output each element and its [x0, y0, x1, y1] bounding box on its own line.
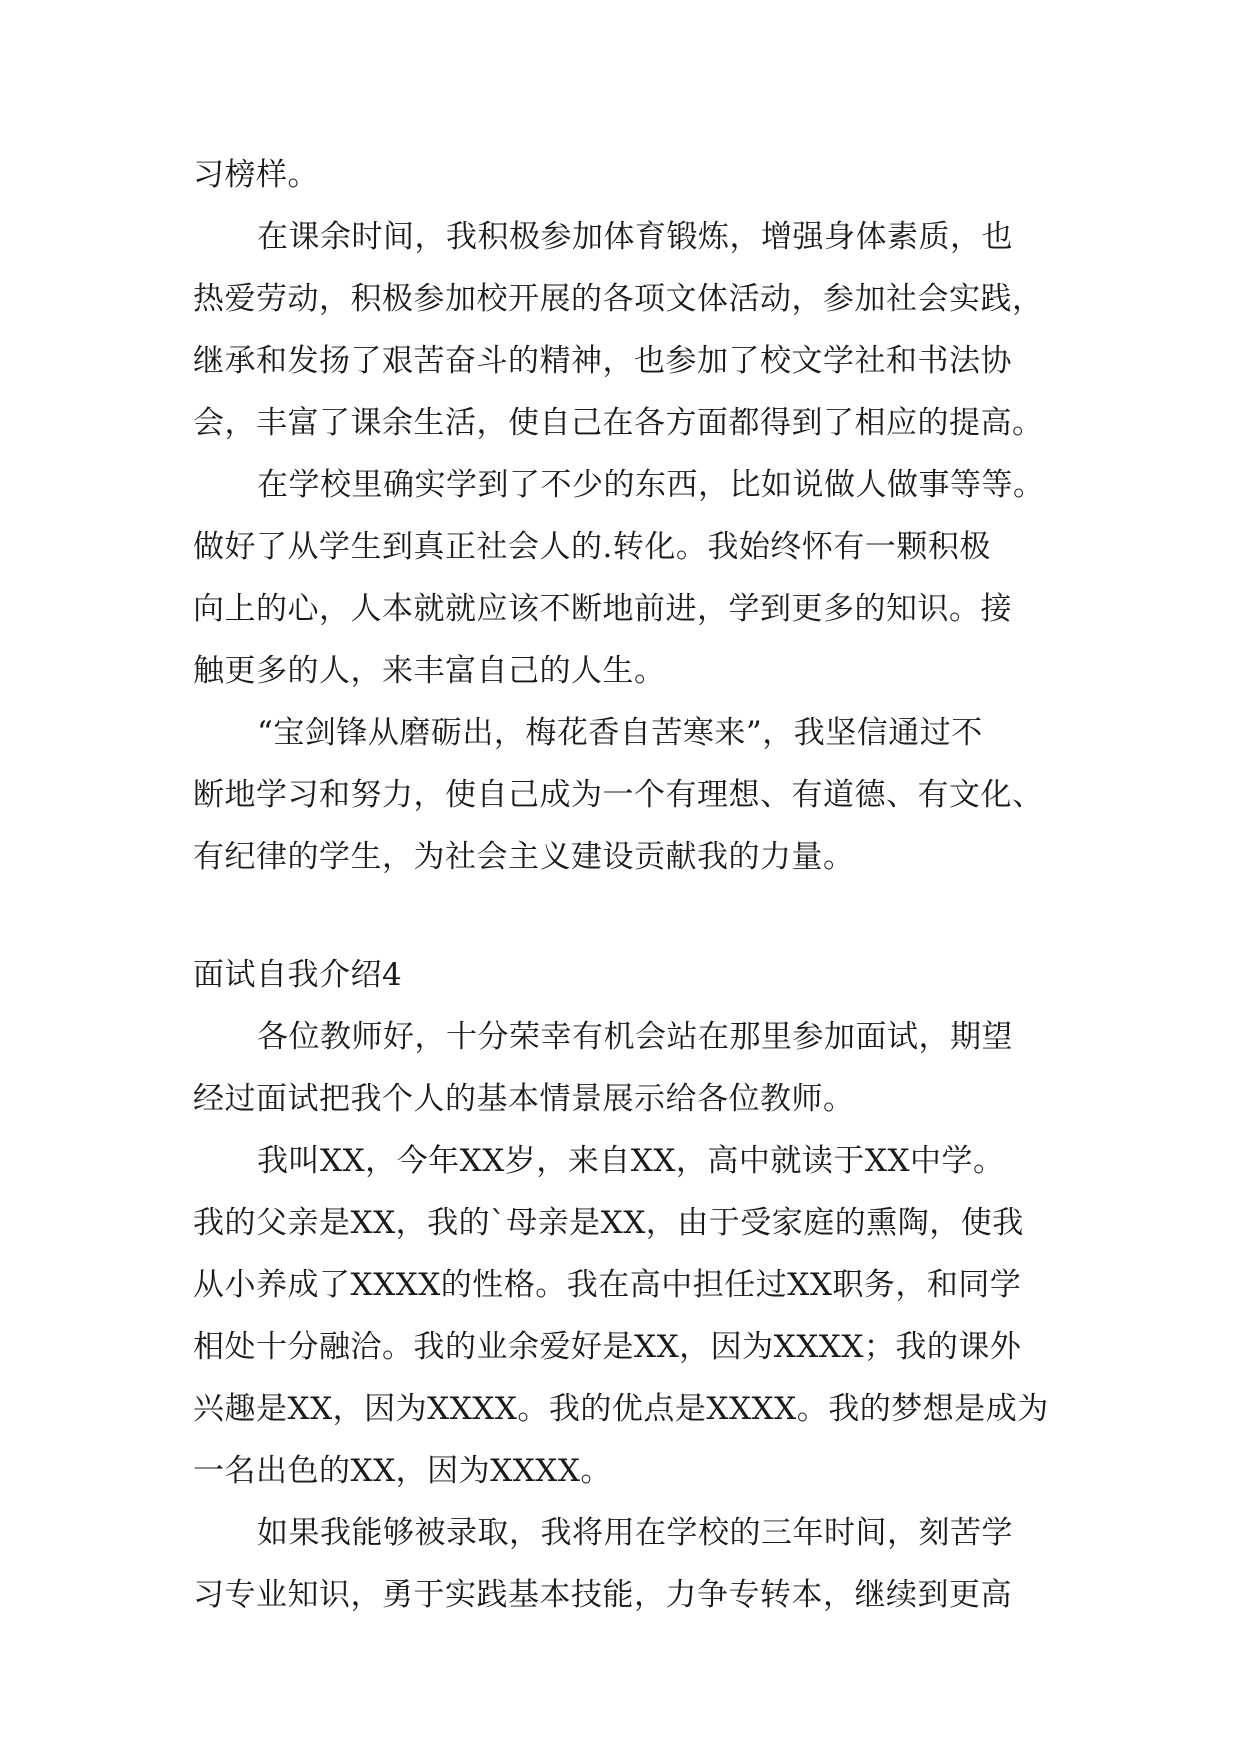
text-line: 热爱劳动，积极参加校开展的各项文体活动，参加社会实践，	[193, 281, 1044, 317]
document-page	[193, 155, 1053, 1615]
text-line: 继承和发扬了艰苦奋斗的精神，也参加了校文学社和书法协	[193, 343, 1012, 379]
text-line: 经过面试把我个人的基本情景展示给各位教师。	[193, 1081, 855, 1117]
text-line: 向上的心，人本就就应该不断地前进，学到更多的知识。接	[193, 591, 1012, 627]
text-line: 相处十分融洽。我的业余爱好是XX，因为XXXX；我的课外	[193, 1329, 1022, 1365]
paragraph-start-line: 各位教师好，十分荣幸有机会站在那里参加面试，期望	[257, 1019, 1013, 1055]
paragraph-start-line: “宝剑锋从磨砺出，梅花香自苦寒来”，我坚信通过不	[257, 715, 983, 751]
text-line: 会，丰富了课余生活，使自己在各方面都得到了相应的提高。	[193, 405, 1044, 441]
text-line: 断地学习和努力，使自己成为一个有理想、有道德、有文化、	[193, 777, 1044, 813]
text-line: 习专业知识，勇于实践基本技能，力争专转本，继续到更高	[193, 1577, 1012, 1613]
paragraph-start-line: 在课余时间，我积极参加体育锻炼，增强身体素质，也	[257, 219, 1013, 255]
text-line: 我的父亲是XX，我的`母亲是XX，由于受家庭的熏陶，使我	[193, 1205, 1024, 1241]
paragraph-start-line: 在学校里确实学到了不少的东西，比如说做人做事等等。	[257, 467, 1045, 503]
text-line: 兴趣是XX，因为XXXX。我的优点是XXXX。我的梦想是成为	[193, 1391, 1049, 1427]
paragraph-start-line: 我叫XX，今年XX岁，来自XX，高中就读于XX中学。	[257, 1143, 1005, 1179]
text-line: 习榜样。	[193, 157, 319, 193]
text-line: 做好了从学生到真正社会人的.转化。我始终怀有一颗积极	[193, 529, 991, 565]
text-line: 一名出色的XX，因为XXXX。	[193, 1453, 612, 1489]
text-line: 从小养成了XXXX的性格。我在高中担任过XX职务，和同学	[193, 1267, 1022, 1303]
text-line: 有纪律的学生，为社会主义建设贡献我的力量。	[193, 839, 855, 875]
text-line: 触更多的人，来丰富自己的人生。	[193, 653, 666, 689]
paragraph-start-line: 如果我能够被录取，我将用在学校的三年时间，刻苦学	[257, 1515, 1013, 1551]
section-heading: 面试自我介绍4	[193, 957, 403, 993]
